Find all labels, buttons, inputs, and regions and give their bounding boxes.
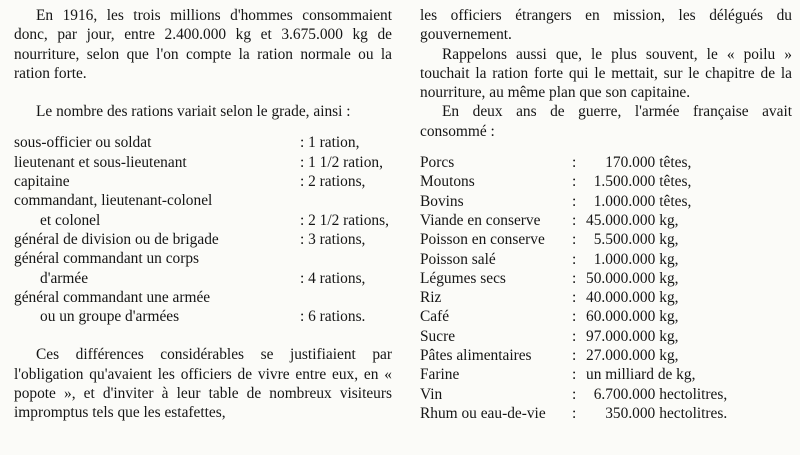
- consumption-unit: kg,: [659, 231, 679, 249]
- consumption-item: Sucre: [420, 327, 456, 345]
- consumption-unit: kg,: [659, 308, 679, 326]
- consumption-quantity: 60.000.000: [586, 308, 656, 326]
- consumption-unit: kg,: [659, 211, 679, 229]
- ration-row: [14, 172, 389, 191]
- consumption-unit: têtes,: [659, 154, 692, 172]
- consumption-item: Riz: [420, 289, 442, 307]
- consumption-colon: :: [572, 404, 577, 422]
- consumption-quantity: 1.000.000: [593, 250, 656, 268]
- ration-count: : 2 rations,: [300, 173, 366, 191]
- consumption-quantity: 50.000.000: [586, 269, 656, 287]
- consumption-colon: :: [572, 308, 577, 326]
- consumption-row: [420, 288, 727, 307]
- right-column: [420, 6, 792, 423]
- consumption-unit: têtes,: [659, 192, 692, 210]
- ration-row: [14, 191, 389, 210]
- consumption-row: [420, 172, 727, 191]
- consumption-item: Bovins: [420, 192, 464, 210]
- ration-grade: sous-officier ou soldat: [14, 134, 152, 152]
- consumption-unit: kg,: [659, 269, 679, 287]
- consumption-colon: :: [572, 211, 577, 229]
- consumption-unit: kg,: [659, 250, 679, 268]
- ration-row: [14, 307, 389, 326]
- ration-grade: général de division ou de brigade: [14, 230, 219, 248]
- consumption-table: [420, 153, 727, 423]
- consumption-item: Poisson salé: [420, 250, 496, 268]
- consumption-item: Viande en conserve: [420, 211, 541, 229]
- consumption-row: [420, 269, 727, 288]
- consumption-item: Pâtes alimentaires: [420, 347, 532, 365]
- consumption-row: [420, 211, 727, 230]
- consumption-item: Moutons: [420, 173, 475, 191]
- paragraph-rations-intro: Le nombre des rations variait selon le grade, ainsi :: [36, 103, 351, 121]
- paragraph-poilu: Rappelons aussi que, le plus souvent, le « poilu » touchait la ration forte qui le mettait, sur le chapitre de la nourriture, au même plan que son capitaine.: [420, 45, 792, 102]
- ration-row: [14, 230, 389, 249]
- ration-grade: lieutenant et sous-lieutenant: [14, 153, 187, 171]
- consumption-quantity: 350.000: [605, 404, 656, 422]
- consumption-quantity: 45.000.000: [586, 211, 656, 229]
- consumption-colon: :: [572, 192, 577, 210]
- ration-row: [14, 153, 389, 172]
- consumption-colon: :: [572, 366, 577, 384]
- paragraph-officers: les officiers étrangers en mission, les délégués du gouvernement.: [420, 7, 792, 44]
- consumption-colon: :: [572, 173, 577, 191]
- consumption-colon: :: [572, 385, 577, 403]
- ration-count: [300, 249, 389, 268]
- consumption-colon: :: [572, 347, 577, 365]
- left-column: [14, 6, 392, 423]
- consumption-quantity: 1.000.000: [593, 192, 656, 210]
- consumption-row: [420, 307, 727, 326]
- consumption-row: [420, 153, 727, 172]
- ration-count: : 4 rations,: [300, 269, 366, 287]
- consumption-colon: :: [572, 231, 577, 249]
- paragraph-daily-consumption: En 1916, les trois millions d'hommes consommaient donc, par jour, entre 2.400.000 kg et 3.675.000 kg de nourriture, selon que l'on compte la ration normale ou la ration forte.: [14, 7, 392, 82]
- consumption-quantity: un milliard de kg,: [586, 366, 696, 384]
- consumption-row: [420, 365, 727, 384]
- ration-grade: et colonel: [40, 211, 101, 229]
- consumption-row: [420, 346, 727, 365]
- ration-row: [14, 269, 389, 288]
- consumption-item: Poisson en conserve: [420, 231, 545, 249]
- consumption-item: Café: [420, 308, 450, 326]
- ration-count: : 6 rations.: [300, 308, 366, 326]
- consumption-colon: :: [572, 269, 577, 287]
- consumption-colon: :: [572, 289, 577, 307]
- consumption-unit: têtes,: [659, 173, 692, 191]
- consumption-row: [420, 385, 727, 404]
- consumption-unit: hectolitres,: [659, 385, 728, 403]
- ration-count: : 2 1/2 rations,: [300, 211, 389, 229]
- consumption-item: Légumes secs: [420, 269, 506, 287]
- consumption-quantity: 40.000.000: [586, 289, 656, 307]
- consumption-item: Rhum ou eau-de-vie: [420, 404, 546, 422]
- ration-count: : 3 rations,: [300, 230, 366, 248]
- consumption-item: Farine: [420, 366, 460, 384]
- consumption-quantity: 170.000: [605, 154, 656, 172]
- ration-count: : 1 1/2 ration,: [300, 153, 383, 171]
- consumption-colon: :: [572, 250, 577, 268]
- paragraph-differences: Ces différences considérables se justifiaient par l'obligation qu'avaient les officiers de vivre entre eux, en « popote », et d'inviter à leur table de nombreux visiteurs impromptus tels que les estafettes,: [14, 346, 392, 422]
- consumption-item: Porcs: [420, 154, 455, 172]
- consumption-row: [420, 192, 727, 211]
- consumption-quantity: 5.500.000: [593, 231, 656, 249]
- ration-grade: capitaine: [14, 173, 70, 191]
- ration-grade: commandant, lieutenant-colonel: [14, 192, 213, 210]
- ration-row: [14, 249, 389, 268]
- consumption-unit: kg,: [659, 327, 679, 345]
- ration-row: [14, 133, 389, 152]
- ration-grade: ou un groupe d'armées: [40, 308, 180, 326]
- ration-count: [300, 191, 389, 210]
- rations-table: [14, 133, 389, 326]
- ration-count: [300, 288, 389, 307]
- ration-count: : 1 ration,: [300, 134, 360, 152]
- consumption-quantity: 6.700.000: [593, 385, 656, 403]
- ration-grade: général commandant une armée: [14, 288, 211, 306]
- consumption-row: [420, 230, 727, 249]
- consumption-row: [420, 404, 727, 423]
- consumption-unit: kg,: [659, 289, 679, 307]
- consumption-quantity: 97.000.000: [586, 327, 656, 345]
- consumption-unit: kg,: [659, 347, 679, 365]
- consumption-quantity: 1.500.000: [593, 173, 656, 191]
- consumption-row: [420, 250, 727, 269]
- consumption-item: Vin: [420, 385, 443, 403]
- consumption-row: [420, 327, 727, 346]
- consumption-colon: :: [572, 154, 577, 172]
- ration-row: [14, 211, 389, 230]
- ration-grade: d'armée: [40, 269, 89, 287]
- paragraph-consumed-intro: En deux ans de guerre, l'armée française avait consommé :: [420, 103, 792, 140]
- consumption-unit: hectolitres.: [659, 404, 728, 422]
- ration-grade: général commandant un corps: [14, 250, 200, 268]
- consumption-quantity: 27.000.000: [586, 347, 656, 365]
- consumption-colon: :: [572, 327, 577, 345]
- ration-row: [14, 288, 389, 307]
